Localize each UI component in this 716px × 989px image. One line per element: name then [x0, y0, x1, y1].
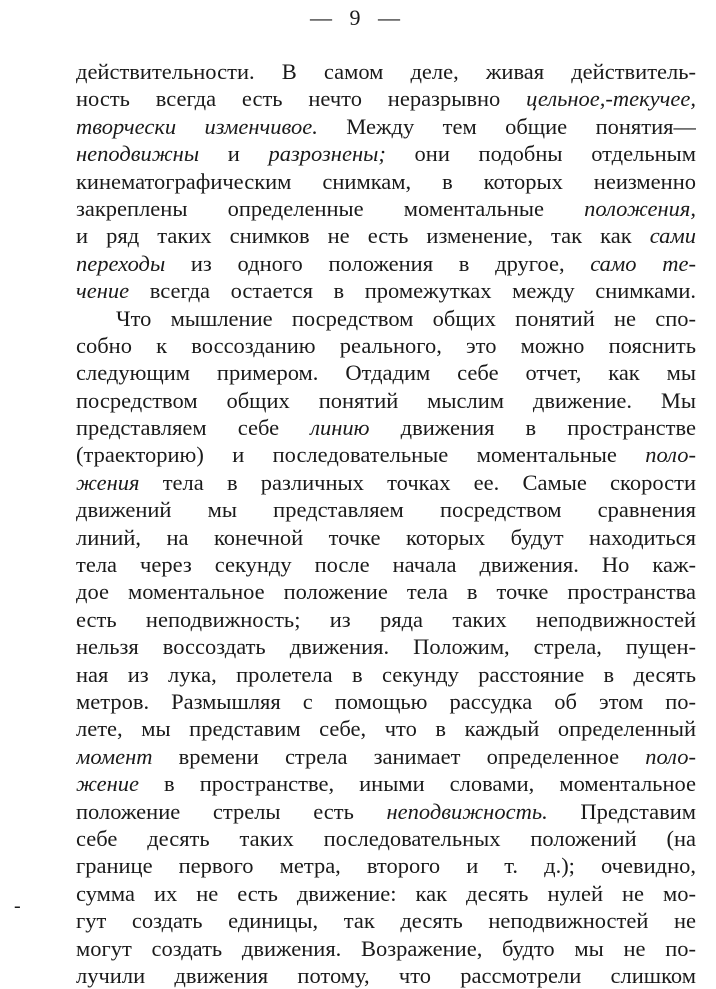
text-segment: всегда остается в промежутках между снимками.: [129, 278, 696, 304]
text-segment: есть неподвижность; из ряда таких неподвижностей: [76, 606, 696, 632]
text-segment: из одного положения в другое,: [165, 250, 591, 276]
italic-text: творчески изменчивое.: [76, 113, 318, 139]
text-segment: следующим примером. Отдадим себе отчет, как мы: [76, 360, 696, 386]
italic-text: сами: [649, 223, 696, 249]
italic-text: переходы: [76, 250, 166, 276]
text-line: [76, 85, 696, 112]
text-line: [76, 551, 696, 578]
text-segment: лучили движения потому, что рассмотрели слишком: [76, 962, 696, 988]
text-line: [76, 168, 696, 195]
text-segment: линий, на конечной точке которых будут находиться: [76, 524, 696, 550]
text-line: [76, 441, 696, 468]
page-number: — 9 —: [310, 5, 406, 30]
text-line: [76, 524, 696, 551]
text-line: [76, 58, 696, 85]
text-segment: гут создать единицы, так десять неподвижностей не: [76, 908, 696, 934]
italic-text: поло-: [645, 442, 696, 468]
text-segment: тела в различных точках ее. Самые скорости: [139, 469, 696, 495]
text-line: [76, 496, 696, 523]
italic-text: жения: [76, 469, 140, 495]
text-line: [76, 852, 696, 879]
text-line: [76, 907, 696, 934]
text-line: [76, 140, 696, 167]
text-line: [76, 387, 696, 414]
text-segment: кинематографическим снимкам, в которых неизменно: [76, 168, 696, 194]
text-line: [76, 359, 696, 386]
text-line: [76, 414, 696, 441]
text-segment: дое моментальное положение тела в точке пространства: [76, 579, 696, 605]
text-segment: Между тем общие понятия—: [317, 113, 696, 139]
text-line: [76, 770, 696, 797]
text-segment: положение стрелы есть: [76, 798, 387, 824]
text-segment: Представим: [547, 798, 696, 824]
text-segment: границе первого метра, второго и т. д.); очевидно,: [76, 853, 696, 879]
text-line: [76, 578, 696, 605]
text-line: [76, 688, 696, 715]
text-segment: метров. Размышляя с помощью рассудка об этом по-: [76, 688, 696, 714]
text-segment: себе десять таких последовательных положений (на: [76, 825, 696, 851]
text-segment: могут создать движения. Возражение, будто мы не по-: [76, 935, 696, 961]
text-line: [76, 469, 696, 496]
italic-text: поло-: [645, 743, 696, 769]
italic-text: линию: [310, 415, 370, 441]
italic-text: неподвижность.: [386, 798, 548, 824]
text-line: [76, 661, 696, 688]
text-segment: действительности. В самом деле, живая действитель-: [76, 59, 696, 84]
italic-text: текучее,: [612, 86, 696, 112]
text-line: [76, 305, 696, 332]
italic-text: положения,: [584, 195, 696, 221]
text-line: [76, 962, 696, 989]
text-segment: движений мы представляем посредством сравнения: [76, 497, 696, 523]
italic-text: разрознены;: [268, 141, 386, 167]
italic-text: неподвижны: [76, 141, 200, 167]
text-segment: Что мышление посредством общих понятий не спо-: [116, 305, 696, 331]
text-line: [76, 277, 696, 304]
margin-mark: -: [14, 895, 21, 917]
text-line: [76, 715, 696, 742]
text-segment: времени стрела занимает определенное: [152, 743, 646, 769]
text-line: [76, 250, 696, 277]
text-segment: ная из лука, пролетела в секунду расстояние в десять: [76, 661, 696, 687]
text-line: [76, 935, 696, 962]
text-segment: ность всегда есть нечто неразрывно: [76, 86, 527, 112]
text-segment: они подобны отдельным: [385, 141, 696, 167]
text-segment: (траекторию) и последовательные моментальные: [76, 442, 646, 468]
italic-text: цельное,: [526, 86, 606, 112]
text-segment: лете, мы представим себе, что в каждый определенный: [76, 716, 696, 742]
text-line: [76, 113, 696, 140]
italic-text: чение: [76, 278, 130, 304]
text-line: [76, 332, 696, 359]
text-segment: посредством общих понятий мыслим движение. Мы: [76, 387, 696, 413]
text-segment: движения в пространстве: [369, 415, 696, 441]
text-line: [76, 222, 696, 249]
text-line: [76, 606, 696, 633]
text-segment: сумма их не есть движение: как десять нулей не мо-: [76, 880, 696, 906]
text-segment: нельзя воссоздать движения. Положим, стрела, пущен-: [76, 634, 696, 660]
text-segment: представляем себе: [76, 415, 311, 441]
text-segment: закреплены определенные моментальные: [76, 195, 585, 221]
text-segment: и: [199, 141, 269, 167]
text-line: [76, 633, 696, 660]
italic-text: само те-: [590, 250, 696, 276]
text-line: [76, 743, 696, 770]
text-segment: в пространстве, иными словами, моментальное: [139, 771, 696, 797]
body-text: [76, 58, 696, 989]
text-line: [76, 880, 696, 907]
text-segment: тела через секунду после начала движения. Но каж-: [76, 552, 696, 578]
text-segment: собно к воссозданию реального, это можно пояснить: [76, 332, 696, 358]
text-line: [76, 825, 696, 852]
text-line: [76, 798, 696, 825]
text-segment: и ряд таких снимков не есть изменение, так как: [76, 223, 650, 249]
text-line: [76, 195, 696, 222]
text-segment: -: [605, 86, 613, 112]
italic-text: жение: [76, 771, 140, 797]
italic-text: момент: [76, 743, 153, 769]
